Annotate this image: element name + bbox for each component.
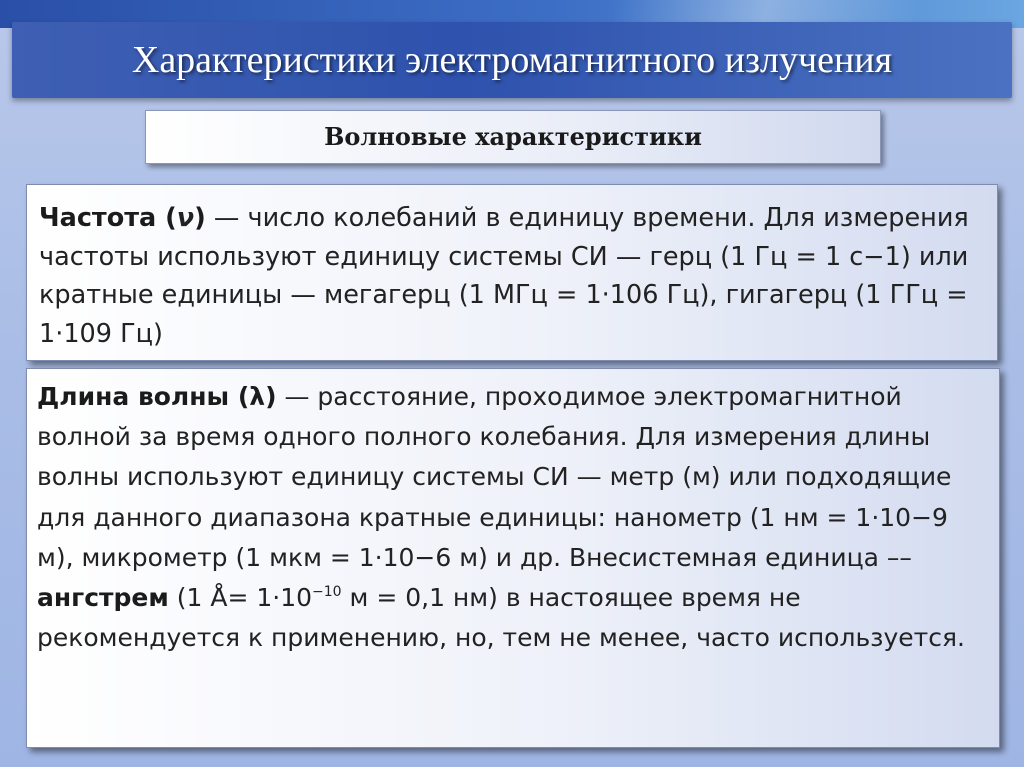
frequency-symbol-close: ) (194, 203, 206, 233)
angstrom-term: ангстрем (37, 583, 169, 613)
frequency-symbol: ν (176, 203, 195, 233)
wavelength-text-before: — расстояние, проходимое электромагнитной волной за время одного полного колебания. Для измерения длины волны используют единицу системы СИ — метр (м) или подходящие для данного диапазона кратные единицы: нанометр (1 нм = 1·10−9 м), микрометр (1 мкм = 1·10−6 м) и др. Внесистемная единица –– (37, 382, 952, 572)
subtitle-text: Волновые характеристики (324, 122, 702, 151)
subtitle-box (145, 110, 881, 164)
wavelength-term: Длина волны (37, 382, 230, 411)
frequency-symbol-open: ( (156, 203, 177, 233)
page-title: Характеристики электромагнитного излучения (131, 39, 893, 81)
wavelength-symbol: (λ) (229, 382, 277, 411)
wavelength-card (26, 368, 1000, 748)
frequency-term: Частота (39, 203, 157, 233)
angstrom-exponent: −10 (312, 584, 342, 601)
frequency-text: — число колебаний в единицу времени. Для измерения частоты используют единицу системы СИ — герц (1 Гц = 1 с−1) или кратные единицы — мегагерц (1 МГц = 1·106 Гц), гигагерц (1 ГГц = 1·109 Гц) (39, 203, 969, 349)
angstrom-formula-start: (1 Å= 1·10 (168, 583, 313, 613)
frequency-paragraph (39, 199, 987, 353)
frequency-card (26, 184, 998, 361)
wavelength-paragraph (37, 377, 989, 658)
title-bar (12, 22, 1012, 98)
wavelength-text-after: м = 0,1 нм) в настоящее время не рекомендуется к применению, но, тем не менее, часто используется. (37, 583, 965, 653)
